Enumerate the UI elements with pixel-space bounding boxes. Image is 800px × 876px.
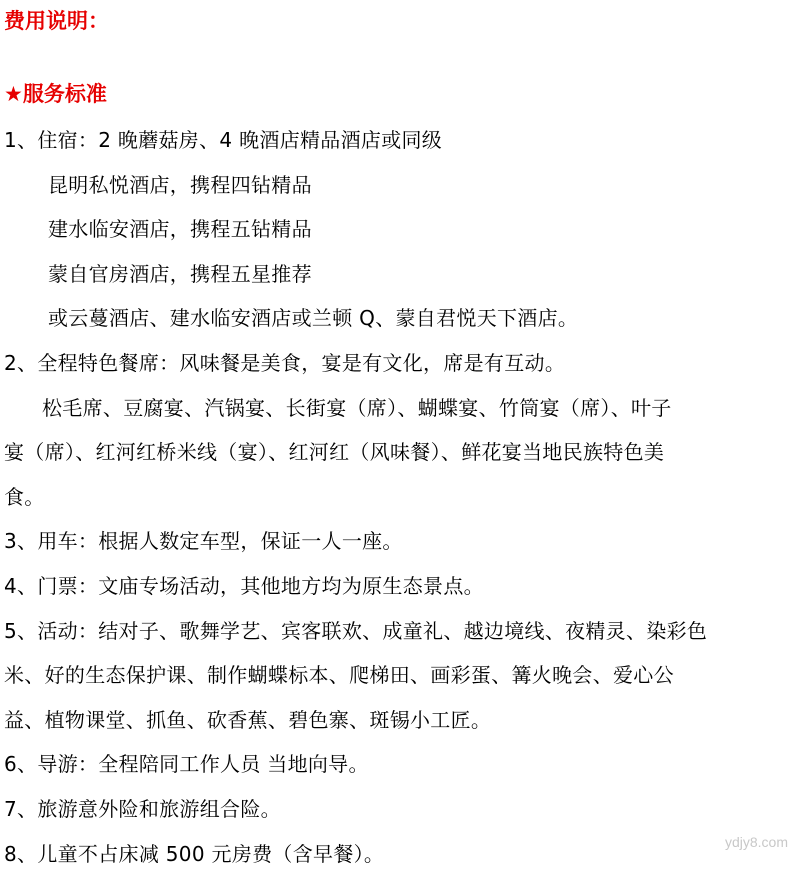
- item-tickets: 4、门票：文庙专场活动，其他地方均为原生态景点。: [4, 564, 796, 609]
- item-activities: 5、活动：结对子、歌舞学艺、宾客联欢、成童礼、越边境线、夜精灵、染彩色: [4, 609, 796, 654]
- hotel-line-kunming: 昆明私悦酒店，携程四钻精品: [4, 163, 796, 208]
- hotel-line-jianshui: 建水临安酒店，携程五钻精品: [4, 207, 796, 252]
- item-transport: 3、用车：根据人数定车型，保证一人一座。: [4, 519, 796, 564]
- site-watermark: ydjy8.com: [725, 834, 788, 850]
- meals-detail-line-1: 松毛席、豆腐宴、汽锅宴、长街宴（席）、蝴蝶宴、竹筒宴（席）、叶子: [4, 386, 796, 431]
- item-insurance: 7、旅游意外险和旅游组合险。: [4, 787, 796, 832]
- meals-detail-line-2: 宴（席）、红河红桥米线（宴）、红河红（风味餐）、鲜花宴当地民族特色美: [4, 430, 796, 475]
- activities-line-3: 益、植物课堂、抓鱼、砍香蕉、碧色寨、斑锡小工匠。: [4, 698, 796, 743]
- item-children: 8、儿童不占床减 500 元房费（含早餐）。: [4, 832, 796, 876]
- item-guide: 6、导游：全程陪同工作人员 当地向导。: [4, 742, 796, 787]
- fee-heading: 费用说明：: [4, 6, 109, 36]
- hotel-line-alternative: 或云蔓酒店、建水临安酒店或兰顿 Q、蒙自君悦天下酒店。: [4, 296, 796, 341]
- item-meals: 2、全程特色餐席：风味餐是美食，宴是有文化，席是有互动。: [4, 341, 796, 386]
- service-standard-heading: ★服务标准: [4, 79, 107, 109]
- activities-line-2: 米、好的生态保护课、制作蝴蝶标本、爬梯田、画彩蛋、篝火晚会、爱心公: [4, 653, 796, 698]
- item-accommodation: 1、住宿：2 晚蘑菇房、4 晚酒店精品酒店或同级: [4, 118, 796, 163]
- meals-detail-line-3: 食。: [4, 475, 796, 520]
- service-list: [4, 118, 796, 876]
- hotel-line-mengzi: 蒙自官房酒店，携程五星推荐: [4, 252, 796, 297]
